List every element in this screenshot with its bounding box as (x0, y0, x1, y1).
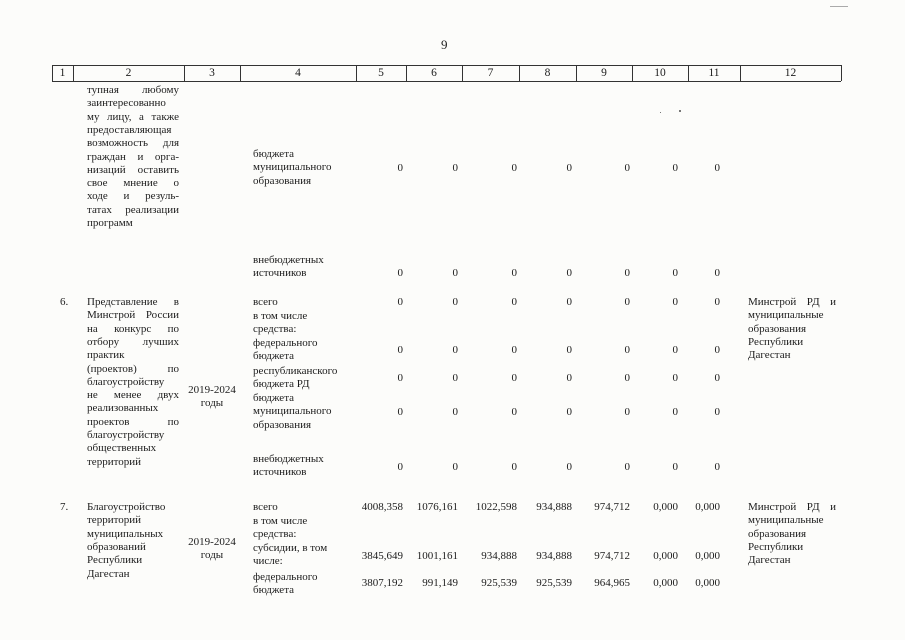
funding-source-line: образования (253, 418, 312, 431)
description-line: возможность для (87, 137, 179, 150)
funding-source-line: бюджета (253, 148, 295, 160)
cell-value: 0 (397, 267, 403, 279)
cell-value: 0 (624, 267, 630, 279)
cell-value: 0 (624, 296, 630, 308)
description-line: Республики (87, 554, 143, 567)
description-line: Благоустройство (87, 501, 166, 513)
header-bottom-rule (52, 81, 841, 82)
cell-value: 0,000 (653, 501, 678, 513)
cell-value: 0 (672, 461, 678, 473)
executor-line: Минстрой РД и (748, 501, 836, 513)
cell-value: 925,539 (536, 577, 572, 589)
funding-source-line: субсидии, в том (253, 542, 328, 554)
description-line: Дагестан (87, 567, 130, 580)
cell-value: 0 (452, 461, 458, 473)
cell-value: 0,000 (695, 577, 720, 589)
executor-line: образования (748, 322, 807, 335)
funding-source-line: федерального (253, 337, 318, 349)
cell-value: 0 (714, 406, 720, 418)
scan-speck (660, 112, 661, 113)
description-line: отбору лучших (87, 335, 179, 348)
cell-value: 0 (624, 162, 630, 174)
description-line: реализованных (87, 402, 159, 415)
cell-value: 0 (566, 344, 572, 356)
cell-value: 0 (714, 344, 720, 356)
description-line: Представление в (87, 296, 179, 308)
funding-source-line: средства: (253, 528, 297, 541)
funding-source-line: в том числе (253, 515, 308, 527)
cell-value: 0 (452, 296, 458, 308)
cell-value: 0 (672, 296, 678, 308)
funding-source-line: муниципального (253, 405, 332, 418)
funding-source-line: бюджета (253, 392, 295, 404)
description-line: граждан и орга- (87, 150, 179, 163)
funding-source-line: муниципального (253, 161, 332, 174)
cell-value: 0,000 (695, 550, 720, 562)
description-line: территорий (87, 455, 142, 468)
cell-value: 0 (452, 267, 458, 279)
cell-value: 0 (624, 406, 630, 418)
description-line: му лицу, а также (87, 110, 179, 123)
executor-line: Дагестан (748, 554, 791, 567)
cell-value: 0 (566, 296, 572, 308)
column-header: 8 (544, 67, 551, 79)
description-line: не менее двух (87, 389, 179, 402)
cell-value: 0 (397, 406, 403, 418)
cell-value: 0 (566, 406, 572, 418)
cell-value: 0 (397, 461, 403, 473)
description-line: программ (87, 217, 133, 229)
cell-value: 0 (624, 372, 630, 384)
cell-value: 964,965 (594, 577, 630, 589)
column-header: 11 (708, 67, 720, 79)
cell-value: 4008,358 (361, 501, 403, 513)
executor-line: Минстрой РД и (748, 296, 836, 308)
cell-value: 1076,161 (416, 501, 458, 513)
cell-value: 0 (452, 406, 458, 418)
cell-value: 0 (714, 296, 720, 308)
cell-value: 0 (672, 162, 678, 174)
cell-value: 0 (511, 296, 517, 308)
description-line: на конкурс по (87, 322, 179, 335)
cell-value: 0,000 (653, 550, 678, 562)
description-line: образований (87, 540, 146, 553)
period-line: годы (200, 397, 224, 409)
column-header: 7 (487, 67, 494, 79)
funding-source-line: внебюджетных (253, 254, 324, 266)
cell-value: 0 (566, 267, 572, 279)
cell-value: 934,888 (536, 501, 572, 513)
funding-source-line: источников (253, 466, 307, 479)
cell-value: 0 (452, 162, 458, 174)
cell-value: 0 (511, 406, 517, 418)
cell-value: 0 (672, 406, 678, 418)
cell-value: 974,712 (594, 501, 630, 513)
cell-value: 0 (566, 461, 572, 473)
funding-source-line: источников (253, 267, 307, 280)
period-line: годы (200, 549, 224, 561)
funding-source-line: числе: (253, 555, 283, 568)
cell-value: 0 (714, 267, 720, 279)
funding-source-line: внебюджетных (253, 453, 324, 465)
executor-line: Дагестан (748, 349, 791, 362)
cell-value: 0 (624, 461, 630, 473)
cell-value: 0,000 (695, 501, 720, 513)
cell-value: 991,149 (422, 577, 458, 589)
cell-value: 0,000 (653, 577, 678, 589)
item-number: 6. (60, 296, 69, 308)
column-header: 12 (784, 67, 797, 79)
funding-source-line: бюджета РД (253, 378, 310, 391)
description-line: заинтересованно (87, 97, 166, 110)
page-number: 9 (441, 37, 448, 52)
description-line: проектов по (87, 415, 179, 428)
cell-value: 0 (511, 267, 517, 279)
cell-value: 925,539 (481, 577, 517, 589)
column-header: 6 (431, 67, 437, 79)
cell-value: 974,712 (594, 550, 630, 562)
funding-source-line: республиканского (253, 365, 338, 377)
period-line: 2019-2024 (188, 536, 236, 548)
cell-value: 0 (511, 162, 517, 174)
funding-source-line: средства: (253, 323, 297, 336)
cell-value: 1001,161 (416, 550, 458, 562)
column-header: 5 (378, 67, 384, 79)
cell-value: 0 (714, 461, 720, 473)
executor-line: муниципальные (748, 514, 824, 527)
cell-value: 0 (566, 162, 572, 174)
column-header: 9 (601, 67, 607, 79)
scan-speck (679, 110, 681, 112)
description-line: свое мнение о (87, 177, 179, 190)
description-line: татах реализации (87, 203, 179, 216)
description-line: практик (87, 349, 125, 362)
cell-value: 934,888 (536, 550, 572, 562)
cell-value: 1022,598 (475, 501, 517, 513)
cell-value: 0 (714, 372, 720, 384)
funding-source-line: всего (253, 501, 278, 513)
description-line: тупная любому (87, 84, 179, 96)
column-header: 10 (654, 67, 666, 79)
cell-value: 0 (452, 344, 458, 356)
column-header: 3 (209, 67, 215, 79)
executor-line: Республики (748, 540, 804, 553)
executor-line: Республики (748, 335, 804, 348)
cell-value: 0 (397, 344, 403, 356)
column-header: 2 (125, 67, 132, 79)
cell-value: 934,888 (481, 550, 517, 562)
column-header: 4 (295, 67, 301, 79)
funding-source-line: бюджета (253, 584, 295, 597)
cell-value: 0 (511, 461, 517, 473)
description-line: территорий (87, 514, 142, 527)
cell-value: 0 (624, 344, 630, 356)
cell-value: 0 (566, 372, 572, 384)
cell-value: 0 (714, 162, 720, 174)
item-number: 7. (60, 501, 69, 513)
description-line: общественных (87, 442, 157, 455)
funding-source-line: бюджета (253, 350, 295, 363)
cell-value: 0 (397, 372, 403, 384)
description-line: низаций оставить (87, 163, 179, 176)
description-line: благоустройству (87, 375, 165, 388)
cell-value: 0 (672, 372, 678, 384)
cell-value: 0 (397, 162, 403, 174)
funding-source-line: в том числе (253, 310, 308, 322)
description-line: ходе и резуль- (87, 190, 179, 203)
cell-value: 0 (672, 267, 678, 279)
executor-line: муниципальные (748, 309, 824, 322)
cell-value: 0 (511, 372, 517, 384)
cell-value: 0 (511, 344, 517, 356)
funding-source-line: образования (253, 174, 312, 187)
description-line: предоставляющая (87, 123, 172, 136)
cell-value: 0 (452, 372, 458, 384)
column-header: 1 (59, 67, 66, 79)
funding-source-line: всего (253, 296, 278, 308)
period-line: 2019-2024 (188, 384, 236, 396)
header-column-divider (841, 65, 842, 81)
description-line: Минстрой России (87, 309, 179, 322)
scan-speck (830, 6, 848, 7)
description-line: муниципальных (87, 527, 164, 540)
description-line: (проектов) по (87, 362, 179, 375)
cell-value: 3807,192 (361, 577, 403, 589)
executor-line: образования (748, 527, 807, 540)
cell-value: 3845,649 (361, 550, 403, 562)
cell-value: 0 (397, 296, 403, 308)
description-line: благоустройству (87, 429, 165, 441)
cell-value: 0 (672, 344, 678, 356)
funding-source-line: федерального (253, 571, 318, 583)
